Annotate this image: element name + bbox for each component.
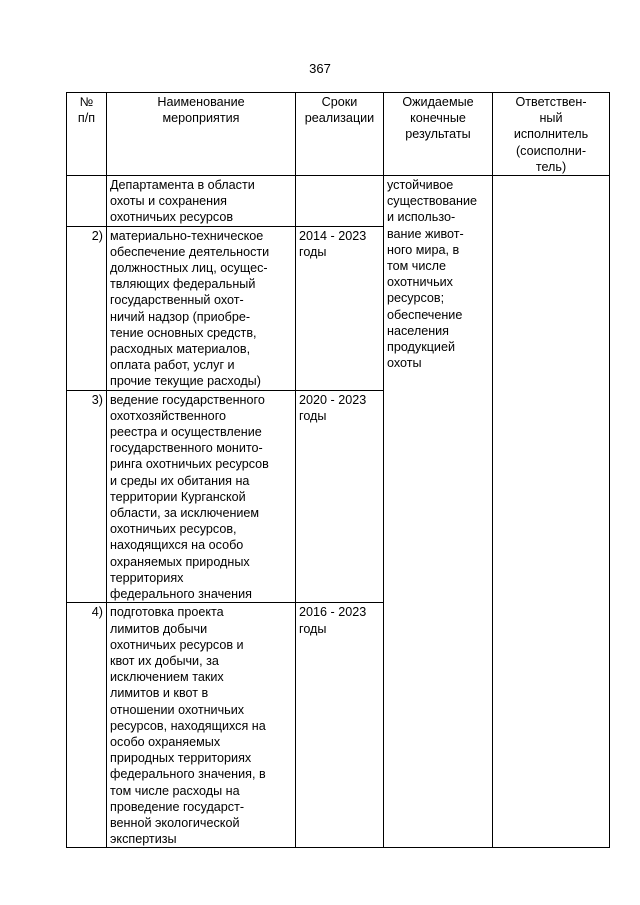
header-terms: Сроки реализации <box>296 93 384 176</box>
row-number: 3) <box>67 390 107 603</box>
table-row <box>67 176 610 227</box>
row-measure-name: Департамента в области охоты и сохранения охотничьих ресурсов <box>107 176 296 227</box>
row-terms: 2020 - 2023 годы <box>296 390 384 603</box>
row-terms: 2014 - 2023 годы <box>296 226 384 390</box>
row-measure-name: ведение государственного охотхозяйственного реестра и осуществление государственного монито- ринга охотничьих ресурсов и среды их обитания на территории Курганской области, за исключением охотничьих ресурсов, находящихся на особо охраняемых природных территориях федерального значения <box>107 390 296 603</box>
header-expected-results: Ожидаемые конечные результаты <box>384 93 493 176</box>
table-header-row <box>67 93 610 176</box>
row-measure-name: подготовка проекта лимитов добычи охотничьих ресурсов и квот их добычи, за исключением таких лимитов и квот в отношении охотничьих ресурсов, находящихся на особо охраняемых природных территориях федерального значения, в том числе расходы на проведение государст- венной экологической экспертизы <box>107 603 296 848</box>
expected-results-cell: устойчивое существование и использо- вание живот- ного мира, в том числе охотничьих ресурсов; обеспечение населения продукцией охоты <box>384 176 493 848</box>
header-measure-name: Наименование мероприятия <box>107 93 296 176</box>
page-number: 367 <box>309 61 331 76</box>
row-number: 4) <box>67 603 107 848</box>
header-number: № п/п <box>67 93 107 176</box>
header-executor: Ответствен- ный исполнитель (соисполни- тель) <box>493 93 610 176</box>
row-measure-name: материально-техническое обеспечение деятельности должностных лиц, осущес- твляющих федеральный государственный охот- ничий надзор (приобре- тение основных средств, расходных материалов, оплата работ, услуг и прочие текущие расходы) <box>107 226 296 390</box>
measures-table <box>66 92 610 848</box>
row-number: 2) <box>67 226 107 390</box>
executor-cell <box>493 176 610 848</box>
row-terms <box>296 176 384 227</box>
row-number <box>67 176 107 227</box>
row-terms: 2016 - 2023 годы <box>296 603 384 848</box>
